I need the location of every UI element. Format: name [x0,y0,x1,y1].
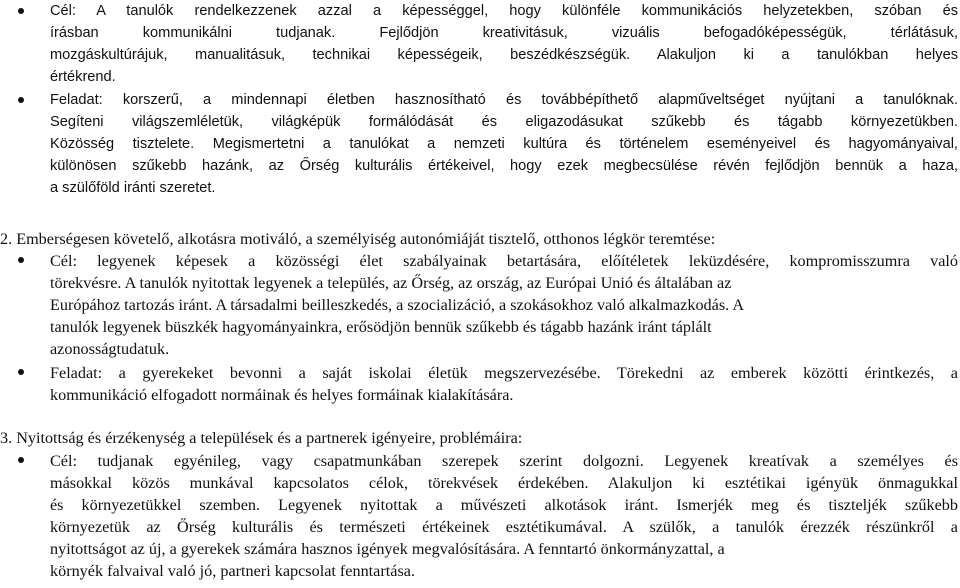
bullet-dot [18,257,24,263]
text-line: Cél: tudjanak egyénileg, vagy csapatmunkában szerepek szerint dolgozni. Legyenek kreatívak a személyes és [50,452,958,470]
text-line: Közösség tisztelete. Megismertetni a tanulókat a nemzeti kultúra és történelem eseményeivel és hagyományaival, [50,136,958,152]
text-line: tanulók legyenek büszkék hagyományainkra, erősödjön bennük szűkebb és tágabb hazánk iránt táplált [50,318,712,336]
text-line: Cél: A tanulók rendelkezzenek azzal a képességgel, hogy különféle kommunikációs helyzetekben, szóban és [50,3,958,19]
text-line: Feladat: korszerű, a mindennapi életben hasznosítható és továbbépíthető alapműveltséget nyújtani a tanulóknak. [50,92,958,108]
text-line: Feladat: a gyerekeket bevonni a saját iskolai életük megszervezésébe. Törekedni az emberek közötti érintkezés, a [50,364,958,382]
section-heading-3: 3. Nyitottság és érzékenység a települések és a partnerek igényeire, problémáira: [0,429,523,447]
text-line: másokkal közös munkával kapcsolatos célok, törekvések érdekében. Alakuljon ki esztétikai igényük önmagukkal [50,474,958,492]
section-heading-2: 2. Emberségesen követelő, alkotásra motiváló, a személyiség autonómiáját tisztelő, otthonos légkör teremtése: [0,230,716,248]
text-line: környék falvaival való jó, partneri kapcsolat fenntartása. [50,562,415,580]
paragraph [50,89,958,199]
text-line: törekvésre. A tanulók nyitottak legyenek a település, az Őrség, az ország, az Európai Unió és általában az [50,274,732,292]
paragraph [50,450,958,582]
text-line: különösen szűkebb hazánk, az Őrség kulturális értékeivel, hogy ezek megbecsülése révén fejlődjön bennük a haza, [50,158,958,174]
bullet-dot [18,8,24,14]
paragraph [50,362,958,406]
list-item-cel-3 [18,450,958,582]
text-line: értékrend. [50,69,116,85]
text-line: Cél: legyenek képesek a közösségi élet szabályainak betartására, előítéletek leküzdésére, kompromisszumra való [50,252,958,270]
bullet-dot [18,97,24,103]
list-item-feladat-2 [18,362,958,406]
bullet-dot [18,457,24,463]
text-line: azonosságtudatuk. [50,340,170,358]
text-line: kommunikáció elfogadott normáinak és helyes formáinak kialakítására. [50,386,514,404]
text-line: Segíteni világszemléletük, világképük formálódását és eligazodásukat szűkebb és tágabb környezetükben. [50,114,958,130]
text-line: a szülőföld iránti szeretet. [50,180,216,196]
paragraph [50,250,958,360]
text-line: nyitottságot az új, a gyerekek számára hasznos igények megvalósítására. A fenntartó önkormányzattal, a [50,540,725,558]
paragraph [50,0,958,88]
text-line: környezetük az Őrség kulturális és természeti értékeinek esztétikumával. A szülők, a tanulók érezzék részünkről a [50,518,958,536]
bullet-dot [18,369,24,375]
text-line: és környezetükkel szemben. Legyenek nyitottak a művészeti alkotások iránt. Ismerjék meg és tiszteljék szűkebb [50,496,958,514]
list-item-cel-2 [18,250,958,360]
text-line: Európához tartozás iránt. A társadalmi beilleszkedés, a szocializáció, a szokásokhoz való alkalmazkodás. A [50,296,745,314]
list-item-cel-1 [18,0,958,88]
text-line: mozgáskultúrájuk, manualitásuk, technikai képességeik, beszédkészségük. Alakuljon ki a tanulókban helyes [50,47,958,63]
list-item-feladat-1 [18,89,958,199]
text-line: írásban kommunikálni tudjanak. Fejlődjön kreativitásuk, vizuális befogadóképességük, térlátásuk, [50,25,958,41]
